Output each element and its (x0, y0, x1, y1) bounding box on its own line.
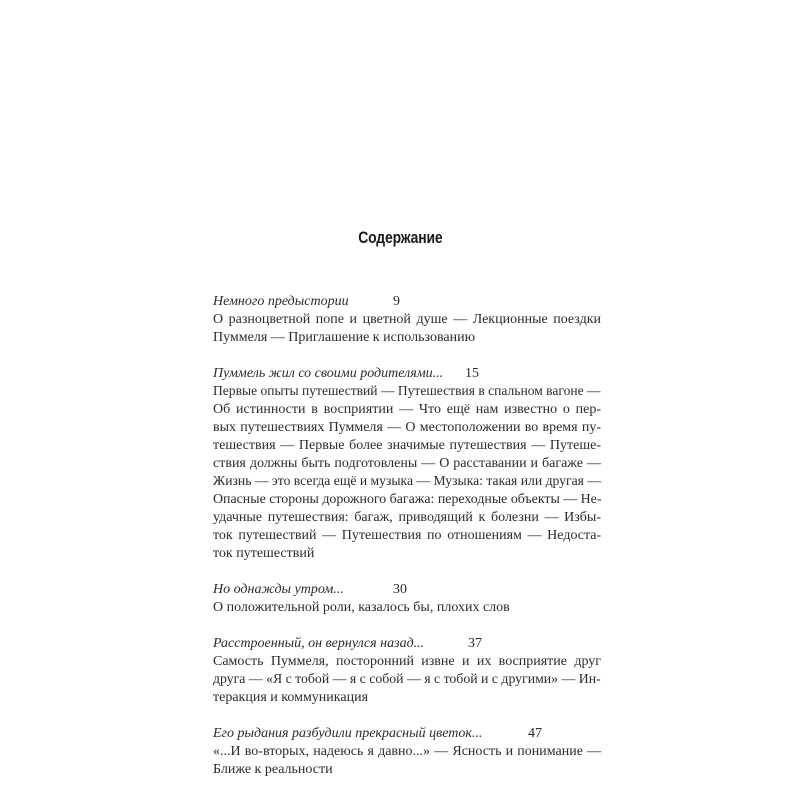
toc-entry-description-line: ток путешествий — Путешествия по отношениям — Недоста- (213, 528, 602, 543)
toc-entry-title[interactable]: Расстроенный, он вернулся назад... (213, 636, 425, 651)
toc-entry (213, 635, 601, 707)
toc-entry (213, 581, 601, 617)
toc-entry-title[interactable]: Но однажды утром... (213, 582, 344, 597)
toc-entry-description-line: друга — «Я с тобой — я с собой — я с тобой и с другими» — Ин- (213, 672, 601, 687)
toc-entry-title[interactable]: Его рыдания разбудили прекрасный цветок... (213, 726, 483, 741)
toc-entry-description-line: тешествия — Первые более значимые путешествия — Путеше- (213, 438, 601, 453)
toc-entry-heading (213, 581, 601, 599)
toc-entry-title[interactable]: Пуммель жил со своими родителями... (213, 366, 444, 381)
page-title: Содержание (358, 228, 443, 247)
toc-entry-description-line: Ближе к реальности (213, 762, 333, 777)
toc-entry-description-line: Пуммеля — Приглашение к использованию (213, 330, 476, 345)
toc-entry-description-line: Об истинности в восприятии — Что ещё нам известно о пер- (213, 402, 602, 417)
toc-entry-description-line: Самость Пуммеля, посторонний извне и их восприятие друг (213, 654, 602, 669)
toc-entry-heading (213, 725, 601, 743)
toc-entry-description-line: вых путешествиях Пуммеля — О местоположении во время пу- (213, 420, 601, 435)
toc-entry-description-line: Опасные стороны дорожного багажа: переходные объекты — Не- (213, 492, 602, 507)
toc-entry-page-number: 37 (468, 636, 482, 651)
table-of-contents (213, 293, 601, 797)
toc-entry-page-number: 30 (393, 582, 407, 597)
toc-entry-description-line: ствия должны быть подготовлены — О расставании и багаже — (213, 456, 601, 471)
toc-entry-description-line: теракция и коммуникация (213, 690, 369, 705)
toc-entry-page-number: 9 (393, 294, 400, 309)
toc-entry-description-line: «...И во-вторых, надеюсь я давно...» — Ясность и понимание — (213, 744, 602, 759)
toc-entry-description-line: О положительной роли, казалось бы, плохих слов (213, 600, 510, 615)
toc-entry-description-line: удачные путешествия: багаж, приводящий к болезни — Избы- (213, 510, 601, 525)
toc-entry-heading (213, 635, 601, 653)
toc-entry-description-line: Первые опыты путешествий — Путешествия в спальном вагоне — (213, 384, 601, 399)
toc-entry-description-line: О разноцветной попе и цветной душе — Лекционные поездки (213, 312, 601, 327)
toc-entry-heading (213, 293, 601, 311)
toc-entry (213, 293, 601, 347)
toc-entry-page-number: 15 (465, 366, 479, 381)
toc-entry-title[interactable]: Немного предыстории (213, 294, 349, 309)
toc-entry (213, 365, 601, 563)
toc-entry-page-number: 47 (528, 726, 542, 741)
toc-entry-description-line: ток путешествий (213, 546, 315, 561)
toc-entry (213, 725, 601, 779)
toc-entry-description-line: Жизнь — это всегда ещё и музыка — Музыка: такая или другая — (213, 474, 601, 489)
toc-entry-heading (213, 365, 601, 383)
